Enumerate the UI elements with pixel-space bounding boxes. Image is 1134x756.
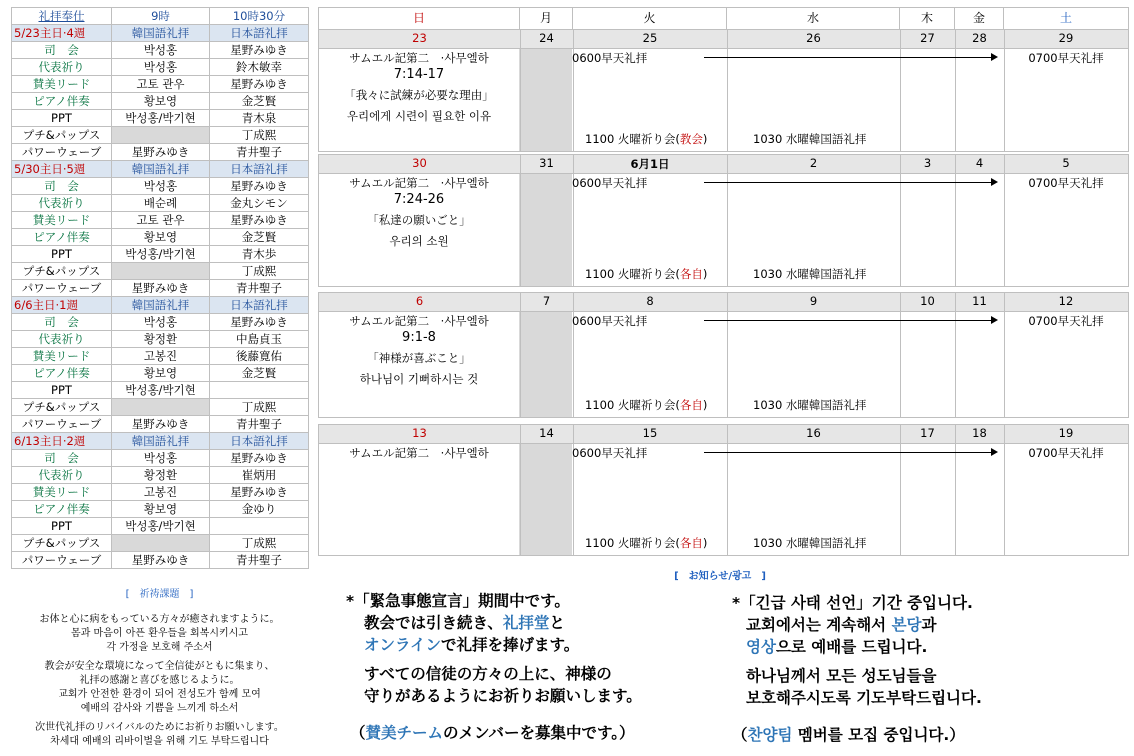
sunday-sermon-line: 우리의 소원 [389,234,449,248]
japanese-service-label: 日本語礼拝 [210,297,309,314]
service-roster-table [11,7,309,569]
day-header-thu: 木 [900,8,955,29]
role-name: パワーウェーブ [12,280,112,297]
column-divider [520,293,521,417]
notice-highlight: 礼拝堂 [502,614,550,632]
notice-highlight: 賛美チーム [365,724,444,742]
meeting-text: 1100 火曜祈り会( [585,398,680,412]
role-name: 代表祈り [12,331,112,348]
arrow-icon [704,320,996,321]
japanese-service-person: 星野みゆき [210,450,309,467]
column-divider [573,293,574,417]
korean-service-person: 배순례 [112,195,210,212]
notice-jp-line4: すべての信徒の方々の上に、神様の [364,665,612,683]
japanese-service-person: 鈴木敏幸 [210,59,309,76]
calendar-week [318,292,1129,418]
role-name: パワーウェーブ [12,144,112,161]
korean-service-person [112,127,210,144]
japanese-service-person: 星野みゆき [210,42,309,59]
notice-text: のメンバーを募集中です。） [443,724,635,742]
meeting-location: 各自 [679,398,703,412]
japanese-service-person: 青井聖子 [210,280,309,297]
role-name: 賛美リード [12,76,112,93]
day-header-mon: 月 [520,8,573,29]
japanese-service-label: 日本語礼拝 [210,433,309,450]
prayer-line: 몸과 마음이 아픈 환우들을 회복시키시고 [71,628,248,639]
roster-header-cell: 礼拝奉仕 [12,8,112,25]
prayer-line: 각 가정을 보호해 주소서 [106,642,213,653]
monday-cell [519,174,572,286]
role-name: プチ&パップス [12,263,112,280]
roster-row [12,195,309,212]
roster-row [12,484,309,501]
notice-kr-line6 [732,724,965,746]
roster-row [12,93,309,110]
korean-service-person: 박성홍/박기현 [112,246,210,263]
roster-row [12,501,309,518]
day-number: 14 [539,426,554,440]
day-number: 8 [646,294,654,308]
early-prayer-tuesday: 0600早天礼拝 [572,176,648,190]
day-number: 11 [972,294,987,308]
arrow-icon [704,452,996,453]
role-name: PPT [12,246,112,263]
meeting-text-end: ) [702,267,708,281]
roster-header-cell: 10時30分 [210,8,309,25]
roster-row [12,59,309,76]
role-name: プチ&パップス [12,535,112,552]
day-number: 24 [539,31,554,45]
japanese-service-person: 丁成熙 [210,127,309,144]
notice-text: （ [350,724,366,742]
roster-row [12,229,309,246]
meeting-location: 各自 [679,267,703,281]
korean-service-person: 황정환 [112,467,210,484]
day-number: 6月1日 [630,157,670,171]
role-name: パワーウェーブ [12,552,112,569]
korean-service-person: 박성홍 [112,42,210,59]
role-name: 代表祈り [12,59,112,76]
day-number: 16 [806,426,821,440]
meeting-text-end: ) [702,132,708,146]
meeting-location: 教会 [679,132,703,146]
wednesday-korean-service: 1030 水曜韓国語礼拝 [753,132,867,146]
day-number: 7 [542,294,551,308]
arrow-icon [704,57,996,58]
korean-service-person: 고토 관우 [112,76,210,93]
japanese-service-person: 金ゆり [210,501,309,518]
prayer-line: 예배의 감사와 기쁨을 느끼게 하소서 [80,703,239,714]
tuesday-prayer-meeting [585,266,707,282]
day-header-sat: 土 [1059,11,1072,25]
column-divider [900,155,901,286]
role-name: PPT [12,382,112,399]
column-divider [955,30,956,151]
day-header-wed: 水 [727,8,900,29]
korean-service-person: 박성홍/박기현 [112,382,210,399]
column-divider [520,30,521,151]
notice-text: 교회에서는 계속해서 [746,616,892,634]
sunday-sermon-line: 7:24-26 [393,192,445,207]
roster-row [12,110,309,127]
column-divider [573,30,574,151]
day-number: 19 [1058,426,1074,440]
notice-kr-line2 [746,614,937,636]
roster-row [12,416,309,433]
prayer-line: 次世代礼拝のリバイバルのためにお祈りお願いします。 [35,722,284,733]
japanese-service-person: 後藤寛佑 [210,348,309,365]
korean-service-person [112,535,210,552]
japanese-service-person: 丁成熙 [210,263,309,280]
early-prayer-tuesday: 0600早天礼拝 [572,51,648,65]
sunday-sermon-line: 하나님이 기뻐하시는 것 [359,372,479,386]
korean-service-person: 고봉진 [112,348,210,365]
korean-service-label: 韓国語礼拝 [112,25,210,42]
japanese-service-person: 星野みゆき [210,314,309,331]
calendar-week [318,29,1129,152]
notice-jp-line2 [364,612,565,634]
day-number: 2 [809,156,818,170]
sunday-sermon-line: 우리에게 시련이 필요한 이유 [346,109,492,123]
korean-service-person: 고봉진 [112,484,210,501]
role-name: パワーウェーブ [12,416,112,433]
service-date: 5/23主日·4週 [12,25,112,42]
wednesday-korean-service: 1030 水曜韓国語礼拝 [753,536,867,550]
korean-service-person: 박성홍 [112,59,210,76]
korean-service-person: 星野みゆき [112,280,210,297]
column-divider [900,293,901,417]
roster-row [12,280,309,297]
roster-row [12,76,309,93]
role-name: プチ&パップス [12,127,112,144]
notice-text: 멤버를 모집 중입니다.） [792,726,965,744]
role-name: ピアノ伴奏 [12,365,112,382]
role-name: 賛美リード [12,484,112,501]
roster-row [12,314,309,331]
japanese-service-person: 中島貞玉 [210,331,309,348]
day-number: 31 [539,156,554,170]
service-date: 6/6主日·1週 [12,297,112,314]
korean-service-person: 박성홍 [112,178,210,195]
japanese-service-person: 崔炳用 [210,467,309,484]
sunday-sermon-line: 「我々に試練が必要な理由」 [344,88,494,102]
sunday-sermon-line: サムエル記第二 ·사무엘하 [349,51,489,65]
roster-row [12,450,309,467]
day-number: 6 [415,294,424,308]
notice-jp-line6 [350,722,634,744]
prayer-title: [ 祈祷課題 ] [125,589,194,600]
day-number: 4 [975,156,984,170]
korean-service-person: 황보영 [112,365,210,382]
meeting-text: 1100 火曜祈り会( [585,132,680,146]
japanese-service-person: 丁成熙 [210,535,309,552]
roster-row [12,246,309,263]
calendar-header [318,7,1129,30]
role-name: 賛美リード [12,212,112,229]
roster-row [12,331,309,348]
day-number: 27 [920,31,935,45]
notice-highlight: 찬양팀 [747,726,793,744]
day-number: 15 [642,426,658,440]
tuesday-prayer-meeting [585,131,707,147]
korean-service-person: 박성홍/박기현 [112,518,210,535]
japanese-service-person: 金丸シモン [210,195,309,212]
korean-service-person: 황보영 [112,229,210,246]
korean-service-person: 星野みゆき [112,144,210,161]
meeting-text: 1100 火曜祈り会( [585,536,680,550]
japanese-service-person: 丁成熙 [210,399,309,416]
notice-text: 教会では引き続き、 [364,614,503,632]
roster-row [12,382,309,399]
column-divider [955,293,956,417]
early-prayer-saturday: 0700早天礼拝 [1028,51,1104,65]
column-divider [900,30,901,151]
column-divider [520,155,521,286]
day-header-sun: 日 [319,8,520,29]
sunday-sermon-line: サムエル記第二 ·사무엘하 [349,446,489,460]
day-number: 26 [806,31,821,45]
japanese-service-person: 青木泉 [210,110,309,127]
day-header-fri: 金 [955,8,1004,29]
role-name: ピアノ伴奏 [12,229,112,246]
prayer-line: お体と心に病をもっている方々が癒されますように。 [39,614,280,625]
korean-service-person: 星野みゆき [112,552,210,569]
wednesday-korean-service: 1030 水曜韓国語礼拝 [753,398,867,412]
early-prayer-saturday: 0700早天礼拝 [1028,176,1104,190]
sunday-sermon-line: 「神様が喜ぶこと」 [367,351,471,365]
roster-row [12,263,309,280]
wednesday-korean-service: 1030 水曜韓国語礼拝 [753,267,867,281]
early-prayer-saturday: 0700早天礼拝 [1028,446,1104,460]
column-divider [900,425,901,555]
day-number: 5 [1062,156,1070,170]
monday-cell [519,312,572,417]
tuesday-prayer-meeting [585,397,707,413]
calendar-week [318,154,1129,287]
day-number: 10 [920,294,935,308]
roster-row [12,518,309,535]
role-name: ピアノ伴奏 [12,93,112,110]
role-name: PPT [12,518,112,535]
notice-highlight: オンライン [364,636,442,654]
day-number: 13 [412,426,427,440]
column-divider [955,425,956,555]
sunday-sermon-line: 「私達の願いごと」 [367,213,471,227]
japanese-service-person: 金芝賢 [210,365,309,382]
roster-row [12,144,309,161]
role-name: ピアノ伴奏 [12,501,112,518]
roster-row [12,467,309,484]
early-prayer-tuesday: 0600早天礼拝 [572,314,648,328]
column-divider [727,425,728,555]
japanese-service-person: 星野みゆき [210,178,309,195]
korean-service-person: 星野みゆき [112,416,210,433]
sunday-sermon-line: 9:1-8 [402,330,436,345]
korean-service-person: 황보영 [112,93,210,110]
korean-service-person: 황정환 [112,331,210,348]
day-number: 3 [923,156,932,170]
arrow-icon [704,182,996,183]
column-divider [727,155,728,286]
notice-text: （ [732,726,748,744]
role-name: 司 会 [12,42,112,59]
notice-jp-line3 [364,634,579,656]
notice-jp-line1: *「緊急事態宣言」期間中です。 [346,592,570,610]
day-number: 12 [1058,294,1074,308]
service-date: 6/13主日·2週 [12,433,112,450]
notice-text: 과 [921,616,937,634]
notice-title: [ お知らせ/광고 ] [674,571,766,582]
japanese-service-label: 日本語礼拝 [210,25,309,42]
korean-service-label: 韓国語礼拝 [112,433,210,450]
column-divider [520,425,521,555]
japanese-service-person [210,382,309,399]
day-header-tue: 火 [573,8,727,29]
japanese-service-person: 金芝賢 [210,93,309,110]
japanese-service-person: 星野みゆき [210,484,309,501]
column-divider [955,155,956,286]
column-divider [727,30,728,151]
korean-service-person: 박성홍 [112,314,210,331]
notice-highlight: 본당 [891,616,922,634]
japanese-service-person: 青井聖子 [210,144,309,161]
roster-row [12,178,309,195]
role-name: 司 会 [12,178,112,195]
roster-row [12,552,309,569]
japanese-service-person: 星野みゆき [210,76,309,93]
meeting-location: 各自 [679,536,703,550]
notice-kr-line5: 보호해주시도록 기도부탁드립니다. [746,689,982,707]
korean-service-person: 황보영 [112,501,210,518]
monday-cell [519,444,572,555]
japanese-service-label: 日本語礼拝 [210,161,309,178]
roster-row [12,212,309,229]
role-name: プチ&パップス [12,399,112,416]
monday-cell [519,49,572,151]
day-number: 29 [1058,31,1074,45]
role-name: 賛美リード [12,348,112,365]
roster-row [12,127,309,144]
role-name: 司 会 [12,314,112,331]
korean-service-label: 韓国語礼拝 [112,161,210,178]
sunday-sermon-line: 7:14-17 [393,67,445,82]
service-date: 5/30主日·5週 [12,161,112,178]
korean-service-person [112,399,210,416]
japanese-service-person: 青井聖子 [210,416,309,433]
korean-service-person [112,263,210,280]
roster-row [12,348,309,365]
role-name: 司 会 [12,450,112,467]
day-number: 17 [920,426,935,440]
meeting-text: 1100 火曜祈り会( [585,267,680,281]
column-divider [1004,30,1005,151]
column-divider [1004,293,1005,417]
notice-text: で礼拝を捧げます。 [441,636,580,654]
notice-kr-line1: *「긴급 사태 선언」기간 중입니다. [732,594,973,612]
day-number: 23 [412,31,427,45]
notice-jp-line5: 守りがあるようにお祈りお願いします。 [364,687,642,705]
notice-highlight: 영상 [746,638,776,656]
early-prayer-tuesday: 0600早天礼拝 [572,446,648,460]
calendar-week [318,424,1129,556]
day-number: 30 [412,156,427,170]
roster-row [12,365,309,382]
day-number: 28 [972,31,987,45]
korean-service-person: 박성홍/박기현 [112,110,210,127]
sunday-sermon-line: サムエル記第二 ·사무엘하 [349,314,489,328]
roster-row [12,399,309,416]
japanese-service-person: 星野みゆき [210,212,309,229]
roster-row [12,535,309,552]
japanese-service-person: 金芝賢 [210,229,309,246]
korean-service-person: 고토 관우 [112,212,210,229]
prayer-line: 礼拝の感謝と喜びを感じるように。 [79,675,240,686]
notice-kr-line4: 하나님께서 모든 성도님들을 [746,667,937,685]
role-name: PPT [12,110,112,127]
notice-kr-line3 [746,636,927,658]
day-number: 25 [642,31,658,45]
day-number: 9 [809,294,818,308]
japanese-service-person: 青木歩 [210,246,309,263]
roster-row [12,42,309,59]
role-name: 代表祈り [12,195,112,212]
meeting-text-end: ) [702,536,708,550]
notice-text: 으로 예배를 드립니다. [775,638,928,656]
sunday-sermon-line: サムエル記第二 ·사무엘하 [349,176,489,190]
roster-header-cell: 9時 [112,8,210,25]
early-prayer-saturday: 0700早天礼拝 [1028,314,1104,328]
korean-service-label: 韓国語礼拝 [112,297,210,314]
column-divider [727,293,728,417]
prayer-line: 차세대 예배의 리바이벌을 위해 기도 부탁드립니다 [50,736,269,747]
prayer-line: 교회가 안전한 환경이 되어 전성도가 함께 모여 [58,689,261,700]
meeting-text-end: ) [702,398,708,412]
japanese-service-person [210,518,309,535]
korean-service-person: 박성홍 [112,450,210,467]
japanese-service-person: 青井聖子 [210,552,309,569]
notice-text: と [549,614,565,632]
tuesday-prayer-meeting [585,535,707,551]
prayer-line: 教会が安全な環境になって全信徒がともに集まり、 [44,661,275,672]
role-name: 代表祈り [12,467,112,484]
day-number: 18 [972,426,987,440]
